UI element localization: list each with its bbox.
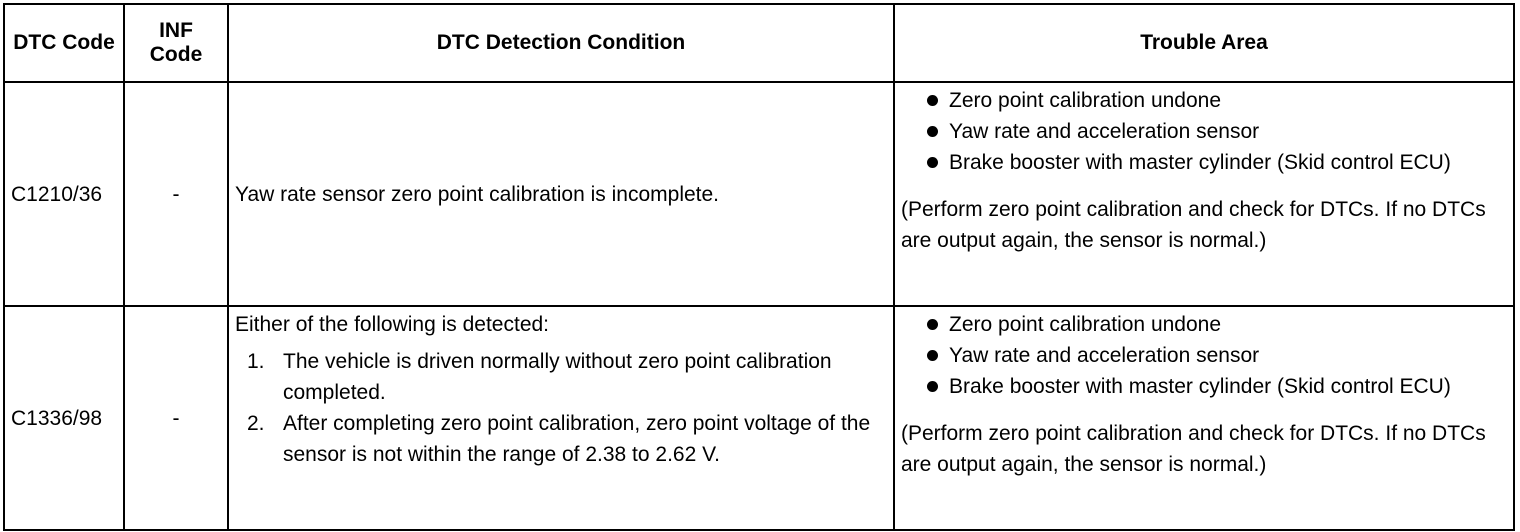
header-inf-code: INF Code [124, 4, 228, 82]
item-number: 1. [247, 350, 265, 373]
table-header-row [4, 4, 1514, 82]
trouble-item-text: Yaw rate and acceleration sensor [949, 120, 1260, 143]
trouble-list [901, 85, 1507, 178]
header-trouble-area: Trouble Area [894, 4, 1514, 82]
inf-code-cell: - [124, 306, 228, 530]
header-condition: DTC Detection Condition [228, 4, 894, 82]
condition-cell: Yaw rate sensor zero point calibration is incomplete. [228, 82, 894, 306]
list-item [235, 408, 887, 470]
list-item [901, 309, 1507, 340]
list-item [901, 85, 1507, 116]
list-item [901, 147, 1507, 178]
list-item [901, 371, 1507, 402]
trouble-item-text: Zero point calibration undone [949, 313, 1222, 336]
bullet-icon [901, 116, 949, 147]
table-row [4, 82, 1514, 306]
condition-cell [228, 306, 894, 530]
trouble-item-text: Zero point calibration undone [949, 89, 1222, 112]
dtc-table [3, 3, 1515, 531]
trouble-item-text: Brake booster with master cylinder (Skid control ECU) [949, 151, 1451, 174]
bullet-icon [901, 340, 949, 371]
bullet-icon [901, 309, 949, 340]
bullet-icon [901, 147, 949, 178]
trouble-area-cell [894, 82, 1514, 306]
condition-item-text: After completing zero point calibration, zero point voltage of the sensor is not within the range of 2.38 to 2.62 V. [283, 412, 871, 466]
trouble-list [901, 309, 1507, 402]
trouble-note: (Perform zero point calibration and check for DTCs. If no DTCs are output again, the sensor is normal.) [901, 422, 1486, 476]
dtc-code-cell: C1336/98 [4, 306, 124, 530]
condition-item-text: The vehicle is driven normally without zero point calibration completed. [283, 350, 832, 404]
trouble-item-text: Yaw rate and acceleration sensor [949, 344, 1260, 367]
table-row [4, 306, 1514, 530]
bullet-icon [901, 85, 949, 116]
trouble-item-text: Brake booster with master cylinder (Skid control ECU) [949, 375, 1451, 398]
trouble-area-cell [894, 306, 1514, 530]
condition-intro: Either of the following is detected: [235, 313, 550, 336]
list-item [901, 340, 1507, 371]
inf-code-cell: - [124, 82, 228, 306]
condition-list [235, 346, 887, 470]
item-number: 2. [247, 412, 265, 435]
list-item [901, 116, 1507, 147]
list-item [235, 346, 887, 408]
bullet-icon [901, 371, 949, 402]
trouble-note: (Perform zero point calibration and check for DTCs. If no DTCs are output again, the sensor is normal.) [901, 198, 1486, 252]
dtc-code-cell: C1210/36 [4, 82, 124, 306]
header-dtc-code: DTC Code [4, 4, 124, 82]
